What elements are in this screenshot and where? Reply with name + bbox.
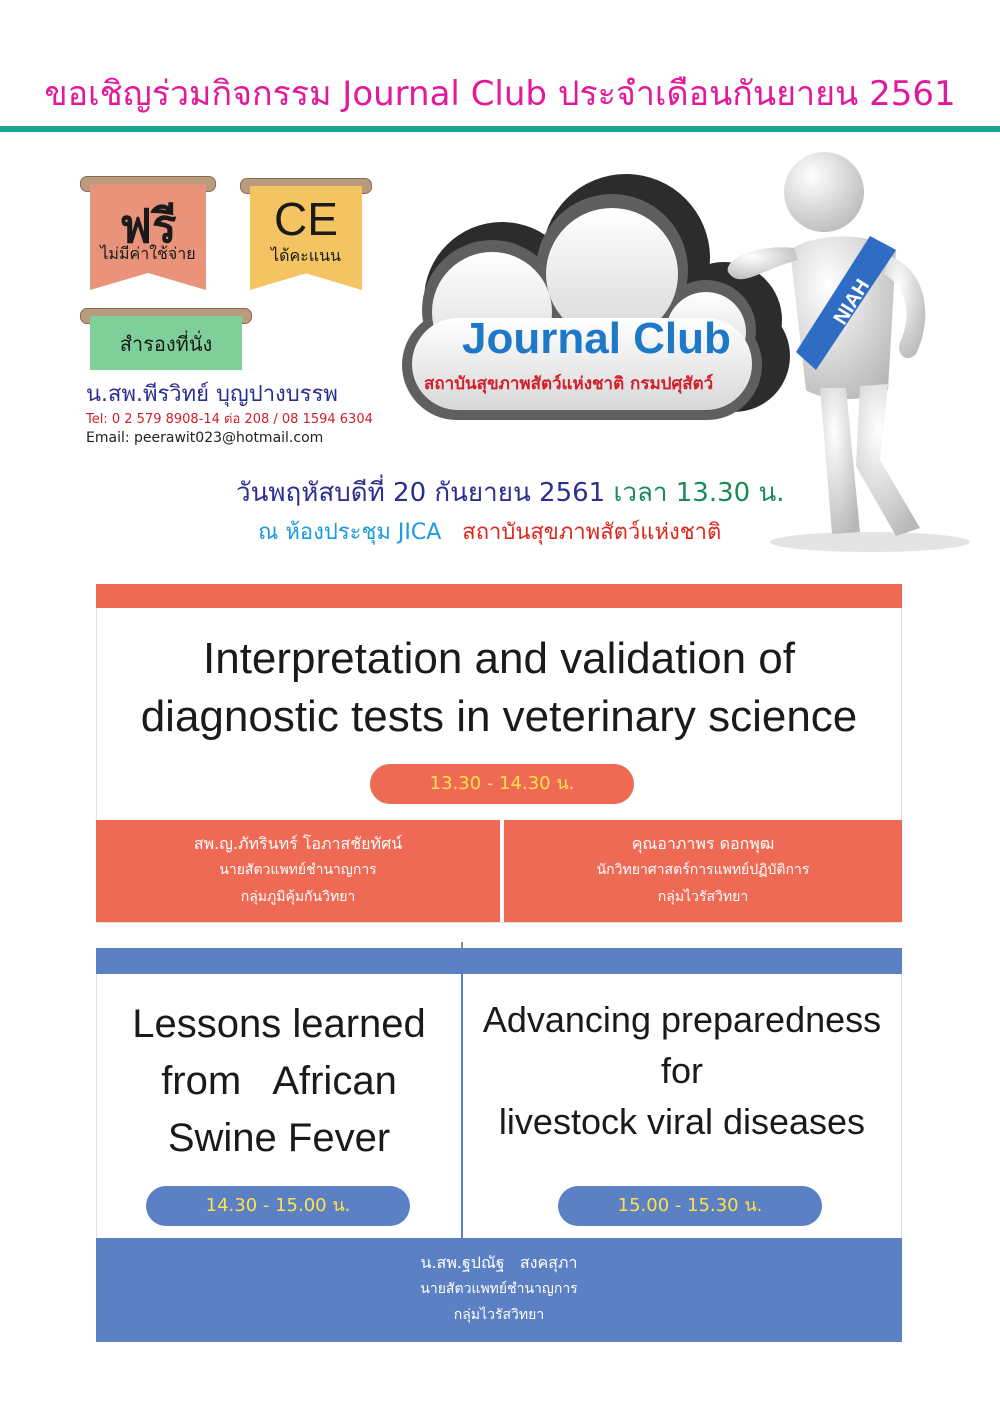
speaker-name: น.สพ.ฐปณัฐ สงคสุภา xyxy=(420,1253,578,1272)
event-venue-line xyxy=(258,514,721,549)
speaker-group: กลุ่มภูมิคุ้มกันวิทยา xyxy=(240,889,356,905)
speaker-role: นายสัตวแพทย์ชำนาญการ xyxy=(219,862,377,878)
header-divider xyxy=(0,126,1000,132)
ce-sublabel: ได้คะแนน xyxy=(271,246,341,265)
talk-title-line2: for xyxy=(660,1050,703,1091)
logo-subtitle: สถาบันสุขภาพสัตว์แห่งชาติ กรมปศุสัตว์ xyxy=(424,374,714,394)
session1-title-line1: Interpretation and validation of xyxy=(203,634,795,683)
contact-phone: Tel: 0 2 579 8908-14 ต่อ 208 / 08 1594 6304 xyxy=(86,412,373,427)
logo-title: Journal Club xyxy=(462,314,731,363)
session2-speaker xyxy=(96,1238,902,1342)
session1-time-pill: 13.30 - 14.30 น. xyxy=(370,764,634,804)
reserve-seat-banner xyxy=(86,308,246,370)
session1-title-line2: diagnostic tests in veterinary science xyxy=(140,692,858,741)
session1-speaker-2 xyxy=(504,820,902,922)
free-sublabel: ไม่มีค่าใช้จ่าย xyxy=(100,244,196,263)
contact-name: น.สพ.พีรวิทย์ บุญปางบรรพ xyxy=(86,382,338,407)
talk-title-line2: from African xyxy=(161,1059,397,1103)
page-title: ขอเชิญร่วมกิจกรรม Journal Club ประจำเดือนกันยายน 2561 xyxy=(44,74,956,114)
speaker-name: คุณอาภาพร ดอกพุฒ xyxy=(631,834,775,853)
talk-title-line3: Swine Fever xyxy=(167,1116,391,1160)
talk-title-line1: Lessons learned xyxy=(132,1002,426,1046)
ce-banner xyxy=(246,178,366,290)
sash-text: NIAH xyxy=(829,275,875,329)
session1-speaker-1 xyxy=(96,820,500,922)
speaker-role: นักวิทยาศาสตร์การแพทย์ปฏิบัติการ xyxy=(596,862,810,878)
speaker-role: นายสัตวแพทย์ชำนาญการ xyxy=(420,1281,578,1297)
speaker-group: กลุ่มไวรัสวิทยา xyxy=(453,1307,545,1323)
free-banner xyxy=(86,176,210,290)
free-label: ฟรี xyxy=(119,200,177,252)
session2-left-title xyxy=(96,996,462,1167)
mascot-shadow xyxy=(770,532,970,552)
speaker-group: กลุ่มไวรัสวิทยา xyxy=(657,889,749,905)
reserve-seat-label: สำรองที่นั่ง xyxy=(119,332,213,356)
ce-label: CE xyxy=(274,193,338,245)
event-date: วันพฤหัสบดีที่ 20 กันยายน 2561 xyxy=(236,478,606,508)
session2-right-title xyxy=(464,994,900,1147)
speaker-name: สพ.ญ.ภัทรินทร์ โอภาสชัยทัศน์ xyxy=(193,834,403,853)
session1-title xyxy=(96,630,902,746)
venue-room: ณ ห้องประชุม JICA xyxy=(258,520,442,545)
talk-title-line3: livestock viral diseases xyxy=(498,1101,866,1142)
session2-left-time-pill: 14.30 - 15.00 น. xyxy=(146,1186,410,1226)
talk-title-line1: Advancing preparedness xyxy=(482,999,882,1040)
contact-email: Email: peerawit023@hotmail.com xyxy=(86,430,324,446)
venue-org: สถาบันสุขภาพสัตว์แห่งชาติ xyxy=(462,520,722,545)
session1-header-bar xyxy=(96,584,902,608)
session2-right-time-pill: 15.00 - 15.30 น. xyxy=(558,1186,822,1226)
event-time: เวลา 13.30 น. xyxy=(613,478,785,508)
event-date-line xyxy=(236,472,785,513)
session2-header-bar xyxy=(96,948,902,974)
